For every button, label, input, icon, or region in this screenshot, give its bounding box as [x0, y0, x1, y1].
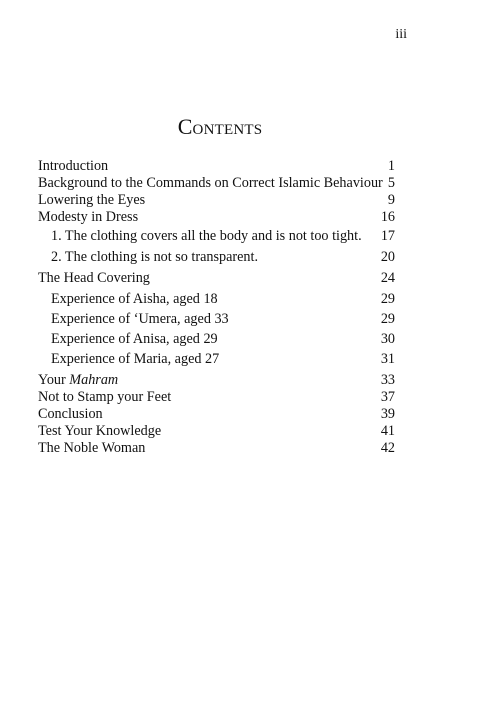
toc-entry-label: Conclusion — [38, 406, 103, 422]
toc-entry-label-prefix: Your — [38, 372, 70, 388]
toc-entry-page: 30 — [380, 331, 395, 347]
toc-entry-label: Not to Stamp your Feet — [38, 389, 172, 405]
page-number: iii — [395, 27, 407, 42]
toc-entry-label: Experience of Anisa, aged 29 — [51, 331, 218, 347]
toc-entry-label: Test Your Knowledge — [38, 423, 162, 439]
toc-entry-page: 17 — [380, 228, 395, 244]
toc-entry-page: 1 — [387, 158, 395, 174]
toc-subentry — [38, 226, 395, 247]
toc-entry-page: 16 — [380, 209, 395, 225]
toc-entry-label: Background to the Commands on Correct Islamic Behaviour — [38, 175, 383, 191]
toc-entry — [38, 440, 395, 457]
toc-entry-label: Experience of Aisha, aged 18 — [51, 291, 218, 307]
toc-entry-page: 9 — [387, 192, 395, 208]
toc-entry-page: 42 — [380, 440, 395, 456]
toc-entry — [38, 268, 395, 289]
toc-entry — [38, 192, 395, 209]
toc-subentry — [38, 329, 395, 349]
toc-entry-page: 20 — [380, 249, 395, 265]
toc-entry — [38, 158, 395, 175]
toc-entry-page: 31 — [380, 351, 395, 367]
toc-subentry — [38, 289, 395, 309]
toc-entry — [38, 389, 395, 406]
toc-entry-label: Lowering the Eyes — [38, 192, 146, 208]
toc-entry-label: 1. The clothing covers all the body and is not too tight. — [51, 228, 362, 244]
toc-entry-page: 41 — [380, 423, 395, 439]
toc-entry-label: Modesty in Dress — [38, 209, 139, 225]
toc-entry — [38, 406, 395, 423]
toc-entry-label: The Head Covering — [38, 270, 150, 286]
toc-entry-page: 33 — [380, 372, 395, 388]
toc-entry-page: 5 — [387, 175, 395, 191]
toc-entry — [38, 372, 395, 389]
toc-entry-label — [38, 372, 118, 389]
toc-entry-page: 39 — [380, 406, 395, 422]
toc-entry-label: Introduction — [38, 158, 109, 174]
toc-entry — [38, 175, 395, 192]
toc-entry-label: Experience of ‘Umera, aged 33 — [51, 311, 229, 327]
toc-entry-page: 29 — [380, 311, 395, 327]
toc-entry-label: 2. The clothing is not so transparent. — [51, 249, 259, 265]
page-title: Contents — [177, 114, 263, 139]
toc-subentry — [38, 309, 395, 329]
toc-entry-label: The Noble Woman — [38, 440, 146, 456]
toc-entry — [38, 209, 395, 226]
toc-subentry — [38, 349, 395, 369]
toc-entry-page: 37 — [380, 389, 395, 405]
toc-entry-label: Experience of Maria, aged 27 — [51, 351, 220, 367]
toc-entry-label-italic: Mahram — [69, 372, 119, 388]
table-of-contents — [38, 158, 395, 457]
toc-entry-page: 24 — [380, 270, 395, 286]
toc-subentry — [38, 247, 395, 268]
toc-entry — [38, 423, 395, 440]
toc-entry-page: 29 — [380, 291, 395, 307]
